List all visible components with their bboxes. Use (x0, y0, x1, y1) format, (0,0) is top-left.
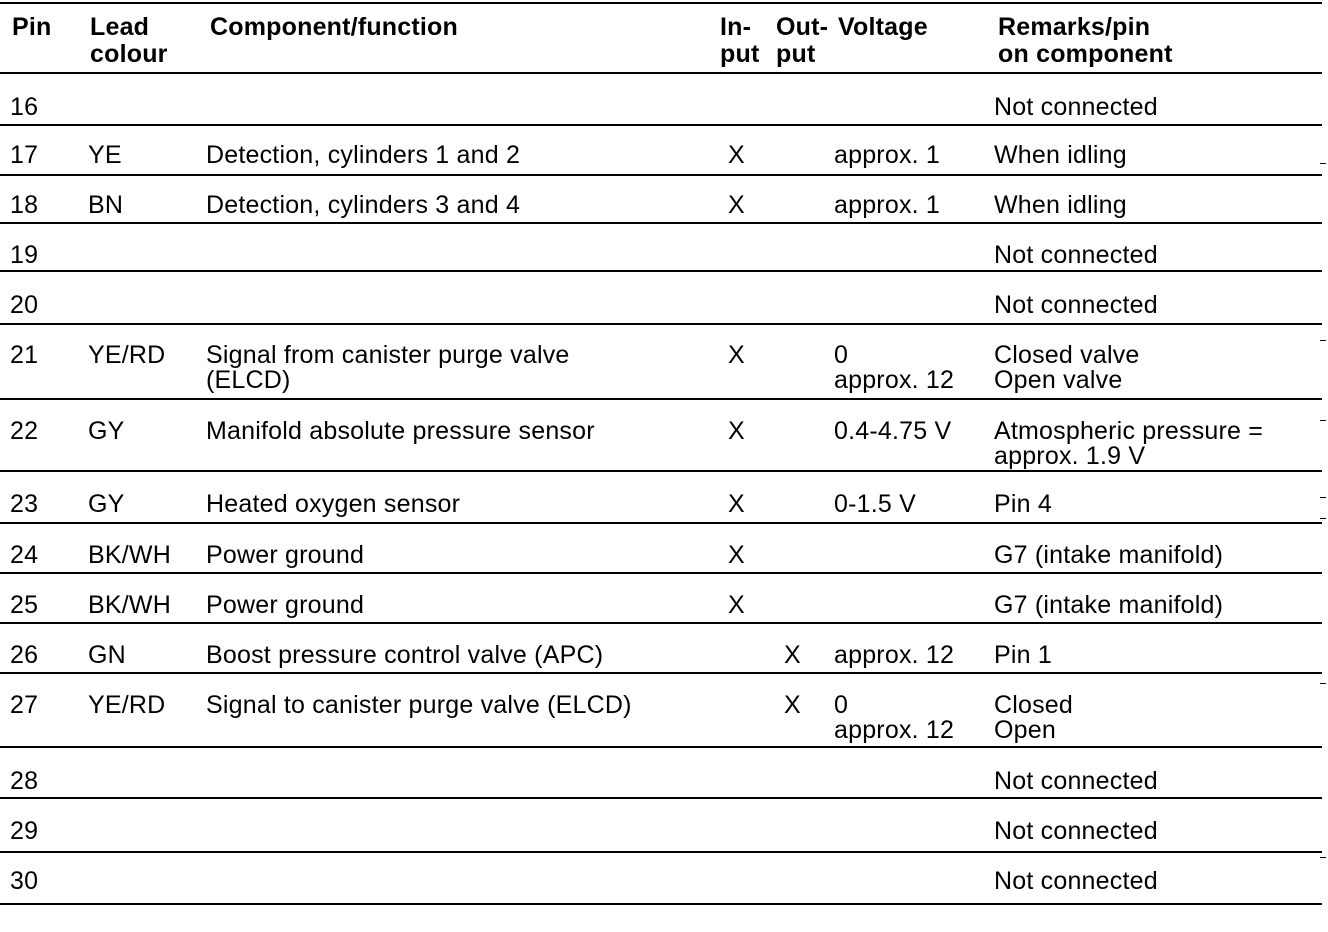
row-rule (0, 124, 1322, 126)
header-bottom-rule (0, 72, 1322, 74)
row-input-mark: X (728, 490, 745, 518)
margin-tick-mark (1320, 163, 1326, 164)
row-rule (0, 622, 1322, 624)
row-rule (0, 323, 1322, 325)
row-rule (0, 572, 1322, 574)
row-remarks: Atmospheric pressure = approx. 1.9 V (994, 417, 1264, 470)
row-component: Manifold absolute pressure sensor (206, 417, 595, 445)
row-remarks: Pin 4 (994, 490, 1052, 518)
row-remarks: Not connected (994, 867, 1158, 895)
row-rule (0, 222, 1322, 224)
margin-tick-mark (1320, 518, 1326, 519)
row-component: Power ground (206, 541, 365, 569)
row-lead-colour: BK/WH (88, 591, 171, 619)
row-remarks: Pin 1 (994, 641, 1052, 669)
row-component: Heated oxygen sensor (206, 490, 461, 518)
row-remarks: When idling (994, 191, 1127, 219)
row-rule (0, 398, 1322, 400)
margin-tick-mark (1320, 420, 1326, 421)
row-remarks: Not connected (994, 767, 1158, 795)
row-voltage: 0.4-4.75 V (834, 417, 952, 445)
row-pin: 18 (10, 191, 39, 219)
row-rule (0, 672, 1322, 674)
header-output: Out- put (776, 13, 829, 68)
row-lead-colour: GY (88, 417, 125, 445)
row-input-mark: X (728, 341, 745, 369)
row-lead-colour: YE (88, 141, 122, 169)
row-output-mark: X (784, 641, 801, 669)
row-pin: 22 (10, 417, 39, 445)
row-remarks: Not connected (994, 241, 1158, 269)
header-input: In- put (720, 13, 760, 68)
row-rule (0, 746, 1322, 748)
row-pin: 19 (10, 241, 39, 269)
header-voltage: Voltage (838, 13, 928, 41)
header-component: Component/function (210, 13, 458, 41)
row-voltage: 0 approx. 12 (834, 691, 955, 744)
row-input-mark: X (728, 591, 745, 619)
margin-tick-mark (1320, 683, 1326, 684)
row-input-mark: X (728, 141, 745, 169)
row-voltage: 0 approx. 12 (834, 341, 955, 394)
row-rule (0, 470, 1322, 472)
row-component: Signal from canister purge valve (ELCD) (206, 341, 570, 394)
row-component: Power ground (206, 591, 365, 619)
row-pin: 20 (10, 291, 39, 319)
header-pin: Pin (12, 13, 52, 41)
row-input-mark: X (728, 191, 745, 219)
row-pin: 17 (10, 141, 39, 169)
row-remarks: G7 (intake manifold) (994, 541, 1224, 569)
row-lead-colour: GN (88, 641, 126, 669)
row-remarks: Closed Open (994, 691, 1074, 744)
row-rule (0, 522, 1322, 524)
row-pin: 25 (10, 591, 39, 619)
margin-tick-mark (1320, 857, 1326, 858)
row-pin: 28 (10, 767, 39, 795)
row-pin: 21 (10, 341, 39, 369)
row-lead-colour: BK/WH (88, 541, 171, 569)
row-pin: 29 (10, 817, 39, 845)
table-top-rule (0, 2, 1322, 4)
row-component: Boost pressure control valve (APC) (206, 641, 604, 669)
row-rule (0, 851, 1322, 853)
header-remarks: Remarks/pin on component (998, 13, 1173, 68)
header-lead-colour: Lead colour (90, 13, 168, 68)
row-remarks: When idling (994, 141, 1127, 169)
row-lead-colour: YE/RD (88, 341, 166, 369)
row-pin: 24 (10, 541, 39, 569)
row-voltage: approx. 1 (834, 191, 941, 219)
margin-tick-mark (1320, 497, 1326, 498)
row-voltage: approx. 1 (834, 141, 941, 169)
row-rule (0, 174, 1322, 176)
row-component: Detection, cylinders 1 and 2 (206, 141, 521, 169)
row-rule (0, 270, 1322, 272)
row-pin: 23 (10, 490, 39, 518)
row-voltage: approx. 12 (834, 641, 955, 669)
margin-tick-mark (1320, 340, 1326, 341)
row-pin: 26 (10, 641, 39, 669)
row-lead-colour: YE/RD (88, 691, 166, 719)
row-component: Detection, cylinders 3 and 4 (206, 191, 521, 219)
row-remarks: Not connected (994, 291, 1158, 319)
row-output-mark: X (784, 691, 801, 719)
row-pin: 30 (10, 867, 39, 895)
row-rule (0, 903, 1322, 905)
row-input-mark: X (728, 541, 745, 569)
row-lead-colour: GY (88, 490, 125, 518)
row-remarks: G7 (intake manifold) (994, 591, 1224, 619)
row-remarks: Not connected (994, 817, 1158, 845)
row-pin: 27 (10, 691, 39, 719)
row-lead-colour: BN (88, 191, 124, 219)
row-remarks: Not connected (994, 93, 1158, 121)
row-pin: 16 (10, 93, 39, 121)
row-component: Signal to canister purge valve (ELCD) (206, 691, 632, 719)
row-remarks: Closed valve Open valve (994, 341, 1140, 394)
row-voltage: 0-1.5 V (834, 490, 917, 518)
row-rule (0, 797, 1322, 799)
row-input-mark: X (728, 417, 745, 445)
